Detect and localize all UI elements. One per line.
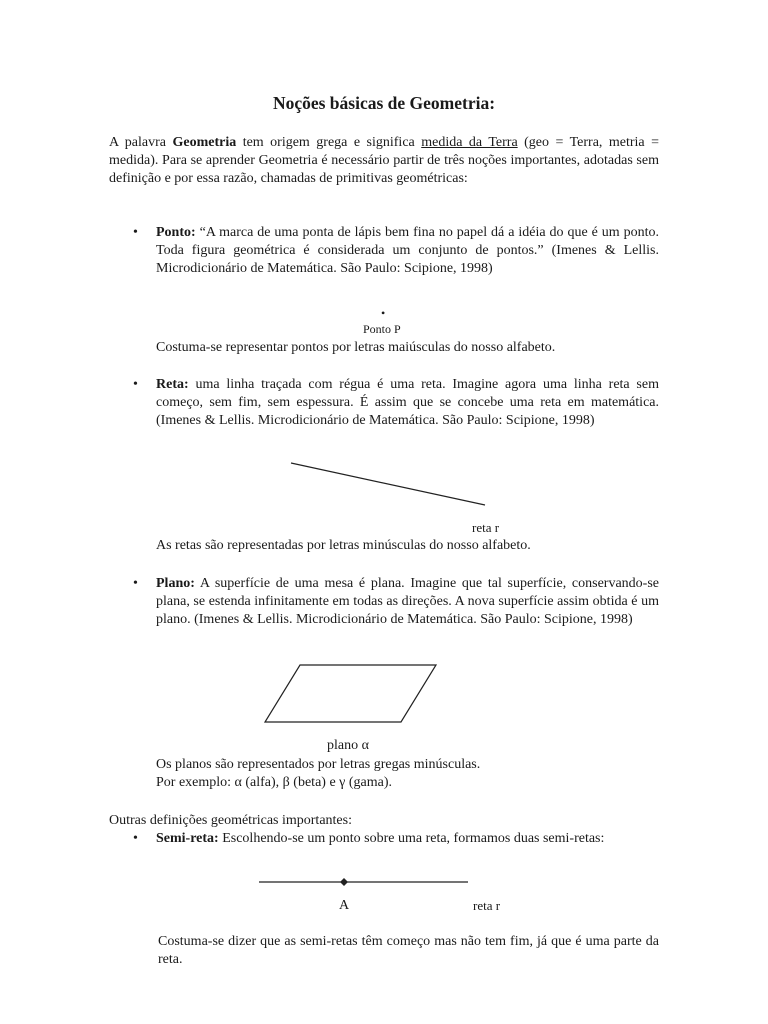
plano-note-2: Por exemplo: α (alfa), β (beta) e γ (gama). xyxy=(156,775,392,790)
semireta-bullet: • xyxy=(133,831,138,846)
semireta-term: Semi-reta: xyxy=(156,831,219,846)
semireta-label-r: reta r xyxy=(473,898,501,913)
ponto-bullet: • xyxy=(133,225,138,240)
intro-text-2: tem origem grega e significa xyxy=(236,135,422,150)
reta-term: Reta: xyxy=(156,377,189,392)
outras-heading: Outras definições geométricas importantes: xyxy=(109,813,352,828)
ponto-label: Ponto P xyxy=(363,322,401,336)
plano-note-1: Os planos são representados por letras gregas minúsculas. xyxy=(156,757,481,772)
reta-label: reta r xyxy=(472,520,500,535)
reta-text: uma linha traçada com régua é uma reta. Imagine agora uma linha reta sem começo, sem fim, sem espessura. É assim que se concebe uma reta em matemática. (Imenes & Lellis. Microdicionário de Matemática. São Paulo: Scipione, 1998) xyxy=(156,377,659,428)
intro-text-1: A palavra xyxy=(109,135,173,150)
ponto-text: “A marca de uma ponta de lápis bem fina no papel dá a idéia do que é um ponto. Toda figura geométrica é considerada um conjunto de pontos.” (Imenes & Lellis. Microdicionário de Matemática. São Paulo: Scipione, 1998) xyxy=(156,225,659,276)
plano-term: Plano: xyxy=(156,576,195,591)
plano-bullet: • xyxy=(133,576,138,591)
semireta-text: Escolhendo-se um ponto sobre uma reta, formamos duas semi-retas: xyxy=(218,831,605,846)
semireta-note: Costuma-se dizer que as semi-retas têm começo mas não tem fim, já que é uma parte da reta. xyxy=(158,934,659,967)
ponto-term: Ponto: xyxy=(156,225,196,240)
point-a-marker xyxy=(340,878,348,886)
ponto-note: Costuma-se representar pontos por letras maiúsculas do nosso alfabeto. xyxy=(156,340,556,355)
reta-r-line xyxy=(291,463,485,505)
intro-medida-term: medida da Terra xyxy=(421,135,518,150)
plano-text: A superfície de uma mesa é plana. Imagine que tal superfície, conservando-se plana, se estenda infinitamente em todas as direções. A nova superfície assim obtida é um plano. (Imenes & Lellis. Microdicionário de Matemática. São Paulo: Scipione, 1998) xyxy=(156,576,659,627)
reta-note: As retas são representadas por letras minúsculas do nosso alfabeto. xyxy=(156,538,531,553)
plano-parallelogram xyxy=(265,665,436,722)
reta-bullet: • xyxy=(133,377,138,392)
intro-text-3: (geo = Terra, metria = medida). Para se aprender Geometria é necessário partir de três noções importantes, adotadas sem definição e por essa razão, chamadas de primitivas geométricas: xyxy=(109,135,660,186)
semireta-label-a: A xyxy=(339,898,350,913)
intro-geometria-term: Geometria xyxy=(172,135,237,150)
plano-label: plano α xyxy=(327,738,369,753)
ponto-dot: • xyxy=(381,306,386,320)
page-title: Noções básicas de Geometria: xyxy=(272,93,496,113)
